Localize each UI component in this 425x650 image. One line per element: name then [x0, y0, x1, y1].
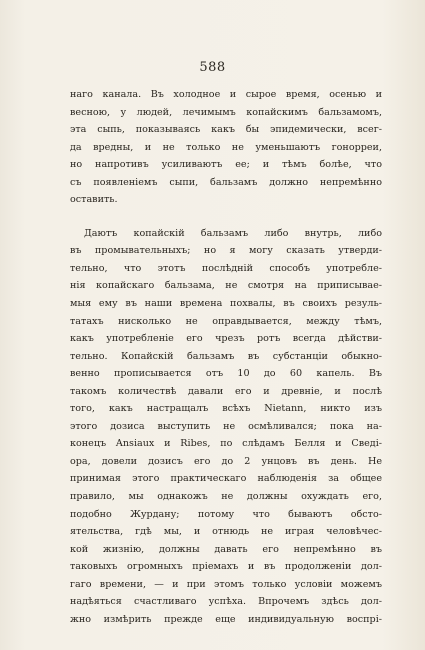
text-line: эта сыпь, показываясь какъ бы эпидемически, всег- — [70, 124, 382, 136]
text-line: подобно Журдану; потому что бываютъ обсто- — [70, 508, 382, 520]
body-text — [70, 86, 382, 628]
text-line: нія копайскаго бальзама, не смотря на приписывае- — [70, 280, 382, 292]
text-line: тельно, что этотъ послѣдній способъ употребле- — [70, 262, 382, 274]
text-line: таковыхъ огромныхъ пріемахъ и въ продолженіи дол- — [70, 561, 382, 573]
text-line: оставить. — [70, 194, 118, 206]
text-line: такомъ количествѣ давали его и древніе, и послѣ — [70, 385, 382, 397]
text-line: какъ употребленіе его чрезъ ротъ всегда дѣйстви- — [70, 333, 382, 345]
text-line: но напротивъ усиливаютъ ее; и тѣмъ болѣе, что — [70, 159, 382, 171]
text-line: жно измѣрить прежде еще индивидуальную воспрі- — [70, 613, 382, 625]
text-line: надѣяться счастливаго успѣха. Впрочемъ здѣсь дол- — [70, 596, 382, 608]
text-line: этого дозиса выступить не осмѣливался; пока на- — [70, 420, 382, 432]
text-line: кой жизнію, должны давать его непремѣнно въ — [70, 543, 382, 555]
paragraph-1 — [70, 86, 382, 209]
text-line: ятельства, гдѣ мы, и отнюдь не играя человѣчес- — [70, 526, 382, 538]
text-line: татахъ нисколько не оправдывается, между тѣмъ, — [70, 315, 382, 327]
text-line: того, какъ настращалъ всѣхъ Nietann, никто изъ — [70, 403, 382, 415]
text-line: да вредны, и не только не уменьшаютъ гонорреи, — [70, 141, 382, 153]
page-number: 588 — [199, 60, 226, 75]
text-line: тельно. Копайскій бальзамъ въ субстанціи обыкно- — [70, 350, 382, 362]
text-line: венно прописывается отъ 10 до 60 капель. Въ — [70, 368, 382, 380]
text-line: гаго времени, — и при этомъ только условіи можемъ — [70, 578, 382, 590]
text-line: правило, мы однакожъ не должны охуждать его, — [70, 491, 382, 503]
text-line: мыя ему въ наши времена похвалы, въ своихъ резуль- — [70, 298, 382, 310]
paragraph-2 — [70, 225, 382, 629]
text-line: въ промывательныхъ; но я могу сказать утверди- — [70, 245, 382, 257]
text-line: конецъ Ansiaux и Ribes, по слѣдамъ Белля и Сведі- — [70, 438, 382, 450]
text-line: ора, довели дозисъ его до 2 унцовъ въ день. Не — [70, 455, 382, 467]
text-line: Даютъ копайскій бальзамъ либо внутрь, либо — [84, 227, 382, 239]
paragraph-gap — [70, 209, 382, 225]
text-line: съ появленіемъ сыпи, бальзамъ должно непремѣнно — [70, 176, 382, 188]
text-line: наго канала. Въ холодное и сырое время, осенью и — [70, 89, 382, 100]
text-line: весною, у людей, лечимымъ копайскимъ бальзамомъ, — [70, 106, 382, 118]
text-line: принимая этого практическаго наблюденія за общее — [70, 473, 382, 485]
